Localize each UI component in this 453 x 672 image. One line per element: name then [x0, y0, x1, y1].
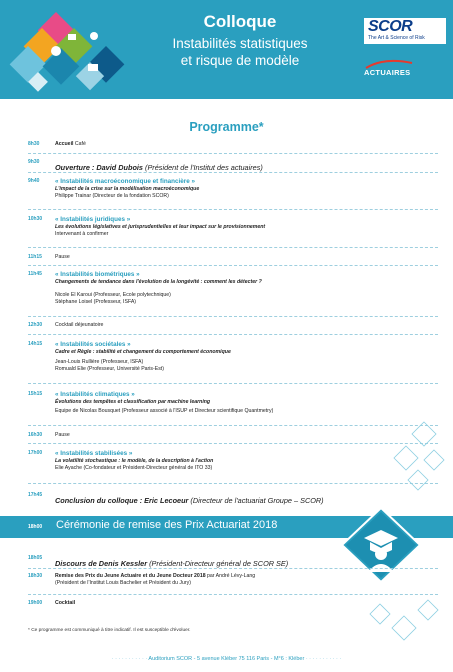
divider	[28, 172, 438, 173]
session-heading: Ouverture : David Dubois	[55, 163, 143, 172]
divider	[28, 153, 438, 154]
session-topic: Cadre et Règle : stabilité et changement du comportement économique	[55, 349, 231, 355]
item-label: Pause	[55, 432, 70, 438]
section-title: « Instabilités stabilisées »	[55, 450, 133, 457]
section-title: « Instabilités juridiques »	[55, 216, 131, 223]
time-label: 9h30	[28, 159, 40, 165]
divider	[28, 316, 438, 317]
ceremony-label: Cérémonie de remise des Prix Actuariat 2018	[56, 519, 278, 531]
divider	[28, 247, 438, 248]
speaker: Stéphane Loisel (Professeur, ISFA)	[55, 299, 137, 305]
item-label: Cocktail déjeunatoire	[55, 322, 104, 328]
ceremony-time: 18h00	[28, 524, 43, 530]
section-title: « Instabilités biométriques »	[55, 271, 140, 278]
footer-dots-left: · · · · · · · · · · ·	[111, 656, 148, 662]
header-banner	[0, 0, 453, 99]
item-label: Remise des Prix du Jeune Actuaire et du Jeune Docteur 2018	[55, 573, 206, 579]
subtitle-line-2: et risque de modèle	[180, 53, 300, 68]
divider	[28, 594, 438, 595]
decorative-diamond-outlines	[384, 420, 449, 495]
section-title: « Instabilités climatiques »	[55, 391, 135, 398]
time-label: 15h15	[28, 391, 43, 397]
divider	[28, 334, 438, 335]
time-label: 18h05	[28, 555, 43, 561]
time-label: 14h15	[28, 341, 43, 347]
time-label: 11h15	[28, 254, 42, 260]
divider	[28, 383, 438, 384]
speaker: Elie Ayache (Co-fondateur et Président-Directeur général de ITO 33)	[55, 465, 213, 471]
item-label: Pause	[55, 254, 70, 260]
speaker: Jean-Louis Rullière (Professeur, ISFA)	[55, 359, 144, 365]
actuaires-logo	[364, 56, 426, 80]
programme-title: Programme*	[189, 120, 264, 134]
time-label: 19h00	[28, 600, 43, 606]
time-label: 12h30	[28, 322, 43, 328]
session-topic: La volatilité stochastique : le modèle, de la description à l'action	[55, 458, 214, 464]
speaker: Romuald Elie (Professeur, Université Paris-Est)	[55, 366, 164, 372]
divider	[28, 568, 438, 569]
divider	[28, 265, 438, 266]
footer-address	[0, 656, 453, 662]
decorative-diamond-icons	[6, 6, 146, 94]
time-label: 11h45	[28, 271, 42, 277]
time-label: 18h30	[28, 573, 43, 579]
divider	[28, 425, 438, 426]
time-label: 17h45	[28, 492, 43, 498]
section-title: « Instabilités sociétales »	[55, 341, 131, 348]
event-title	[140, 12, 340, 69]
item-detail-line2: (Président de l'Institut Louis Bachelier et Président du Jury)	[55, 580, 191, 586]
scor-logo-tagline: The Art & Science of Risk	[368, 35, 425, 41]
decorative-diamond-outlines-bottom	[360, 596, 450, 648]
item-label: Accueil	[55, 141, 74, 147]
session-topic: Évolutions des tempêtes et classification par machine learning	[55, 399, 211, 405]
session-heading-detail: (Président de l'Institut des actuaires)	[142, 163, 263, 172]
time-label: 10h30	[28, 216, 43, 222]
item-detail: Café	[73, 141, 86, 147]
footer-text: Auditorium SCOR - 5 avenue Kléber 75 116 Paris - M°6 : Kléber	[148, 656, 305, 662]
session-topic: Changements de tendance dans l'évolution de la longévité : comment les détecter ?	[55, 279, 262, 285]
session-heading-detail: (Directeur de l'actuariat Groupe – SCOR)	[188, 496, 324, 505]
session-topic: Les évolutions législatives et jurisprudentielles et leur impact sur le provisionnement	[55, 224, 266, 230]
time-label: 17h00	[28, 450, 43, 456]
divider	[28, 443, 438, 444]
actuaires-logo-name: ACTUAIRES	[364, 68, 411, 77]
speaker: Philippe Trainar (Directeur de la fondation SCOR)	[55, 193, 169, 199]
divider	[28, 209, 438, 210]
session-topic: L'impact de la crise sur la modélisation macroéconomique	[55, 186, 200, 192]
subtitle-line-1: Instabilités statistiques	[172, 36, 308, 51]
time-label: 16h30	[28, 432, 43, 438]
colloque-title: Colloque	[203, 12, 277, 31]
scor-logo-name: SCOR	[368, 18, 413, 35]
session-heading: Conclusion du colloque : Eric Lecoeur	[55, 496, 189, 505]
speaker: Intervenant à confirmer	[55, 231, 109, 237]
section-title: « Instabilités macroéconomique et financière »	[55, 178, 195, 185]
item-label: Cocktail	[55, 600, 76, 606]
time-label: 8h30	[28, 141, 40, 147]
scor-logo	[364, 18, 446, 44]
speaker: Equipe de Nicolas Bousquet (Professeur associé à l'ISUP et Directeur scientifique Quantmetry)	[55, 408, 274, 414]
item-detail: par André Lévy-Lang	[205, 573, 256, 579]
divider	[28, 483, 438, 484]
footer-dots-right: · · · · · · · · · · ·	[305, 656, 342, 662]
disclaimer-note: * Ce programme est communiqué à titre indicatif. Il est susceptible d'évoluer.	[28, 628, 191, 633]
session-heading: Discours de Denis Kessler	[55, 559, 148, 568]
session-heading-detail: (Président-Directeur général de SCOR SE)	[147, 559, 289, 568]
speaker: Nicole El Karoui (Professeur, Ecole polytechnique)	[55, 292, 171, 298]
time-label: 9h40	[28, 178, 40, 184]
